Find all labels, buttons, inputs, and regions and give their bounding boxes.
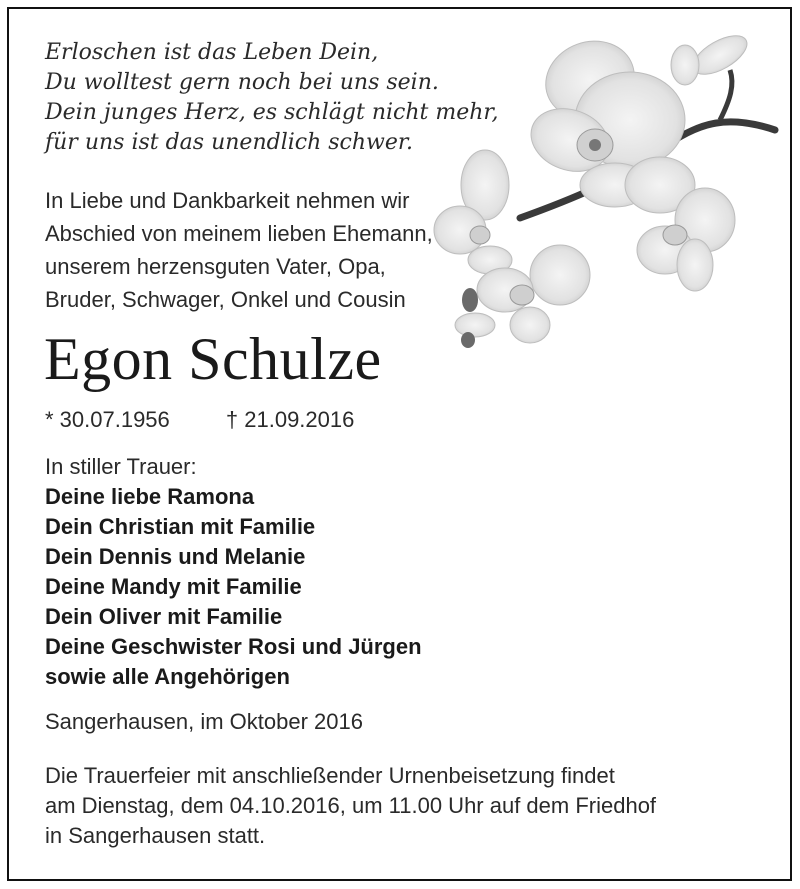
intro-text	[45, 184, 433, 316]
intro-line: unserem herzensguten Vater, Opa,	[45, 254, 386, 279]
mourner-item: Dein Christian mit Familie	[45, 514, 316, 539]
mourners-lead: In stiller Trauer:	[45, 454, 197, 479]
intro-line: Abschied von meinem lieben Ehemann,	[45, 221, 433, 246]
poem-line: Erloschen ist das Leben Dein,	[45, 40, 379, 65]
service-line: in Sangerhausen statt.	[45, 823, 266, 848]
poem-line: Du wolltest gern noch bei uns sein.	[45, 70, 439, 95]
life-dates	[45, 405, 354, 435]
deceased-name: Egon Schulze	[44, 326, 382, 392]
orchid-branch-icon	[430, 20, 790, 350]
mourner-item: sowie alle Angehörigen	[45, 664, 290, 689]
poem-line: Dein junges Herz, es schlägt nicht mehr,	[45, 100, 499, 125]
mourner-item: Dein Oliver mit Familie	[45, 604, 283, 629]
place-date: Sangerhausen, im Oktober 2016	[45, 709, 363, 734]
mourners-list	[45, 452, 422, 692]
intro-line: Bruder, Schwager, Onkel und Cousin	[45, 287, 406, 312]
mourner-item: Deine Geschwister Rosi und Jürgen	[45, 634, 422, 659]
service-line: am Dienstag, dem 04.10.2016, um 11.00 Uhr auf dem Friedhof	[45, 793, 657, 818]
intro-line: In Liebe und Dankbarkeit nehmen wir	[45, 188, 410, 213]
mourner-item: Deine liebe Ramona	[45, 484, 255, 509]
mourner-item: Dein Dennis und Melanie	[45, 544, 306, 569]
poem-line: für uns ist das unendlich schwer.	[45, 130, 413, 155]
birth-date: * 30.07.1956	[45, 407, 170, 432]
service-info	[45, 761, 656, 851]
mourner-item: Deine Mandy mit Familie	[45, 574, 302, 599]
death-date: † 21.09.2016	[225, 407, 355, 432]
service-line: Die Trauerfeier mit anschließender Urnenbeisetzung findet	[45, 763, 615, 788]
